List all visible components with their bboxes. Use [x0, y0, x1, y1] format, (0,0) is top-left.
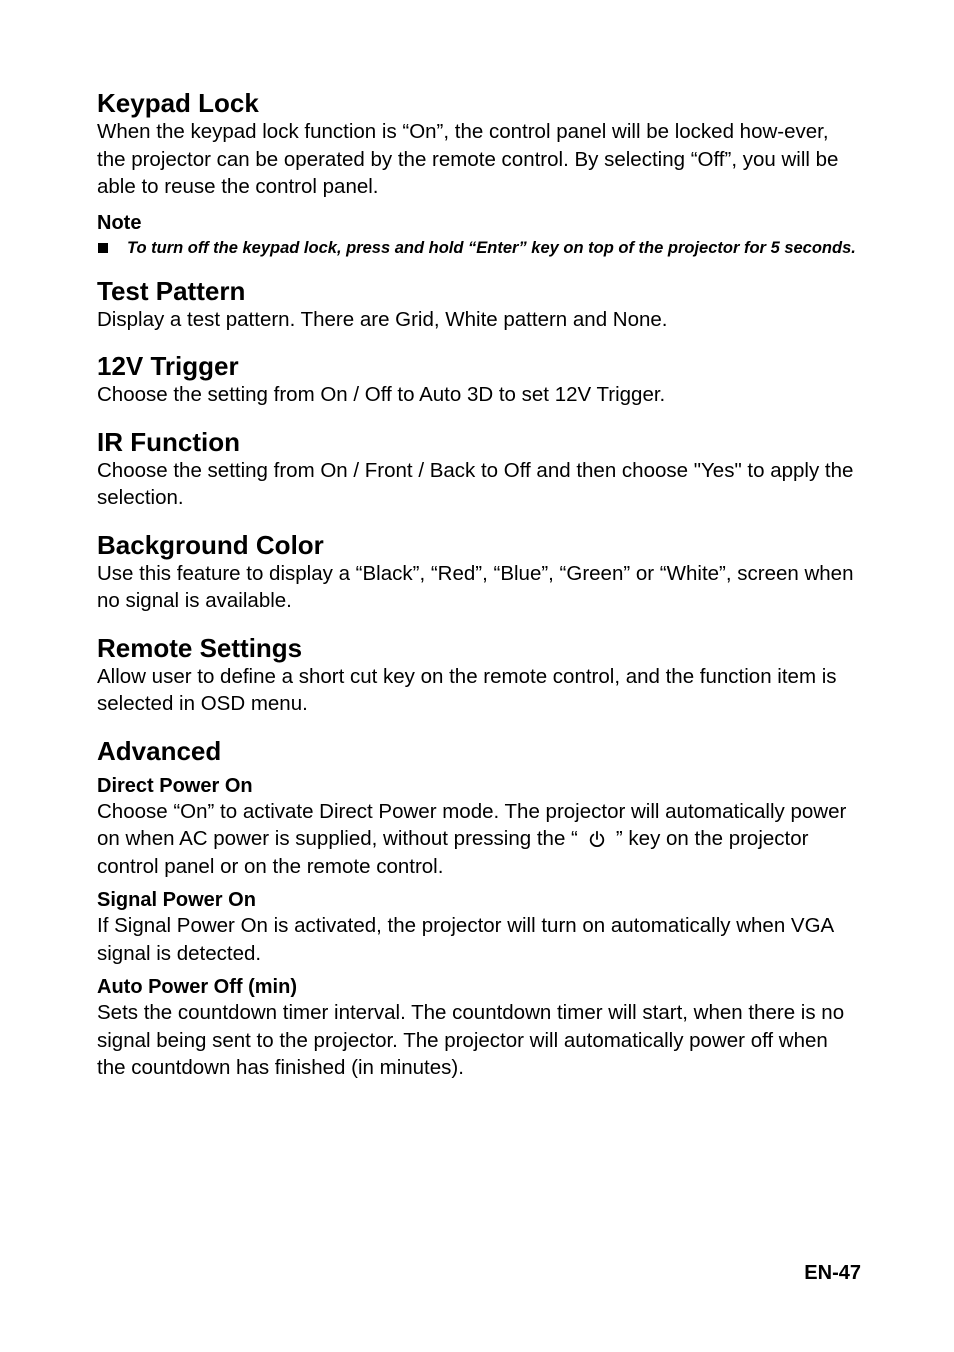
- heading-advanced: Advanced: [97, 735, 222, 766]
- body-12v-trigger: Choose the setting from On / Off to Auto 3D to set 12V Trigger.: [97, 383, 666, 406]
- page-number: EN-47: [804, 1262, 861, 1284]
- heading-12v-trigger: 12V Trigger: [97, 351, 239, 381]
- square-bullet-icon: [98, 243, 108, 253]
- power-icon: [588, 830, 606, 848]
- heading-test-pattern: Test Pattern: [97, 275, 246, 306]
- section-12v-trigger: [97, 351, 860, 409]
- body-signal-power-on: If Signal Power On is activated, the projector will turn on automatically when VGA signal is detected.: [97, 914, 834, 965]
- body-direct-power-on-part1: Choose “On” to activate Direct Power mode. The projector will automatically power on when AC power is supplied, without pressing the “: [97, 799, 847, 850]
- subsection-direct-power-on: [97, 774, 860, 881]
- section-ir-function: [97, 427, 860, 512]
- body-background-color: Use this feature to display a “Black”, “Red”, “Blue”, “Green” or “White”, screen when no signal is available.: [97, 561, 854, 612]
- body-direct-power-on: [97, 798, 860, 881]
- note-text: To turn off the keypad lock, press and hold “Enter” key on top of the projector for 5 seconds.: [127, 238, 856, 257]
- heading-ir-function: IR Function: [97, 426, 240, 457]
- note-title: Note: [97, 211, 142, 234]
- note-item: [97, 239, 860, 258]
- body-ir-function: Choose the setting from On / Front / Back to Off and then choose "Yes" to apply the selection.: [97, 458, 854, 509]
- body-test-pattern: Display a test pattern. There are Grid, White pattern and None.: [97, 307, 668, 331]
- subsection-auto-power-off: [97, 975, 860, 1082]
- heading-signal-power-on: Signal Power On: [97, 889, 256, 911]
- body-auto-power-off: Sets the countdown timer interval. The countdown timer will start, when there is no signal being sent to the projector. The projector will automatically power off when the countdown has finished (in minutes).: [97, 1001, 845, 1079]
- section-remote-settings: [97, 633, 860, 718]
- manual-page: [97, 88, 860, 1100]
- heading-auto-power-off: Auto Power Off (min): [97, 976, 297, 998]
- body-remote-settings: Allow user to define a short cut key on the remote control, and the function item is selected in OSD menu.: [97, 664, 837, 715]
- heading-keypad-lock: Keypad Lock: [97, 88, 259, 118]
- body-direct-power-on-part2: ” key on the projector control panel or on the remote control.: [97, 827, 809, 878]
- section-background-color: [97, 530, 860, 615]
- section-keypad-lock: [97, 88, 860, 258]
- section-test-pattern: [97, 276, 860, 334]
- body-keypad-lock: When the keypad lock function is “On”, the control panel will be locked how-ever, the projector can be operated by the remote control. By selecting “Off”, you will be able to reuse the control panel.: [97, 120, 839, 198]
- section-advanced: [97, 736, 860, 1082]
- heading-background-color: Background Color: [97, 529, 324, 560]
- heading-remote-settings: Remote Settings: [97, 632, 303, 663]
- heading-direct-power-on: Direct Power On: [97, 774, 253, 797]
- subsection-signal-power-on: [97, 888, 860, 967]
